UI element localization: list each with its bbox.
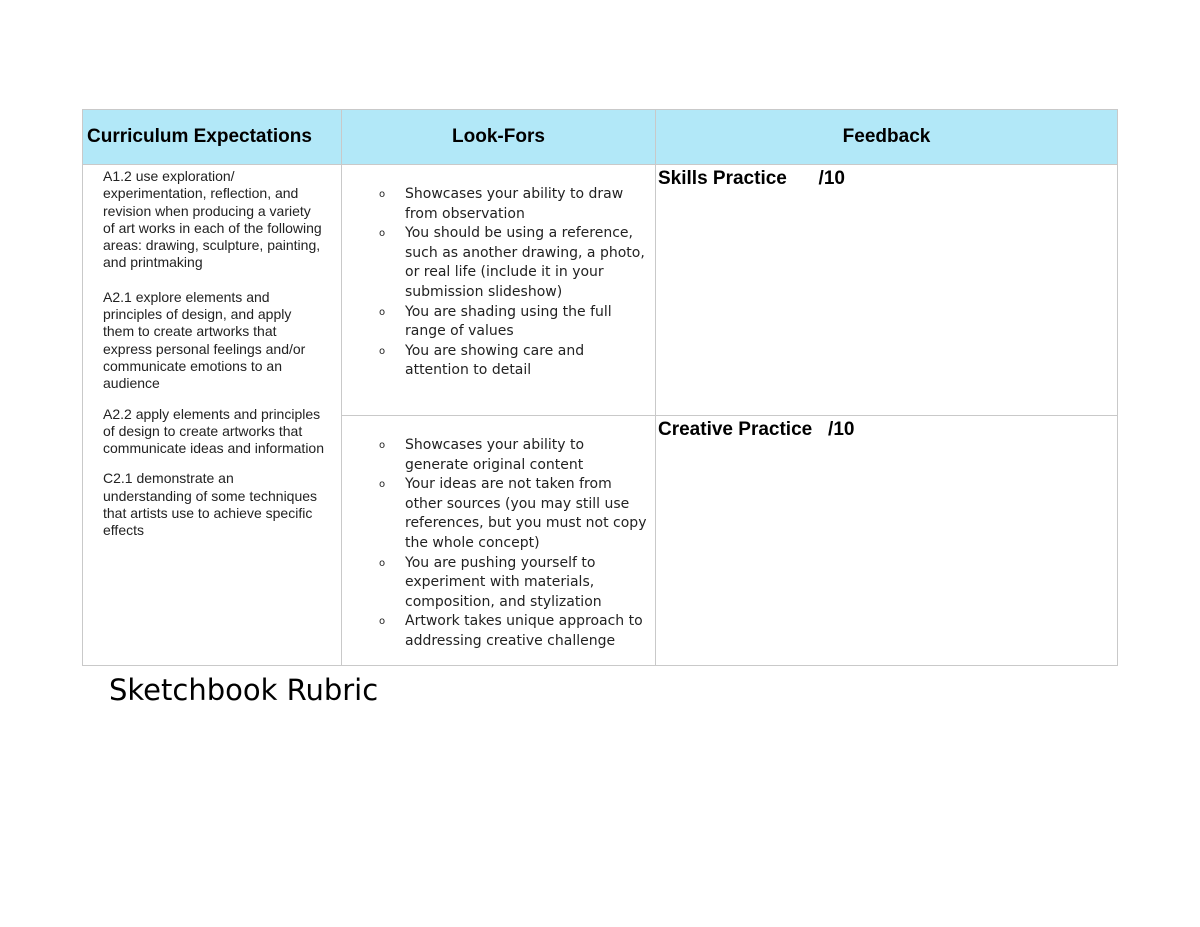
list-item: o You should be using a reference, such as another drawing, a photo, or real life (include it in your submission slideshow) <box>379 225 645 300</box>
document-title: Sketchbook Rubric <box>109 673 379 707</box>
header-feedback: Feedback <box>656 110 1117 164</box>
creative-practice-feedback: Creative Practice /10 <box>658 419 855 440</box>
curriculum-expectations-cell <box>103 168 325 557</box>
header-divider <box>83 164 1117 165</box>
skills-practice-feedback: Skills Practice /10 <box>658 168 845 189</box>
list-item: o Your ideas are not taken from other sources (you may still use references, but you must not copy the whole concept) <box>379 476 647 551</box>
skills-look-fors-list <box>371 185 651 381</box>
bullet-icon: o <box>379 345 386 357</box>
bullet-icon: o <box>379 189 386 200</box>
list-item: o You are showing care and attention to detail <box>379 342 585 379</box>
rubric-table <box>82 109 1118 666</box>
list-item: o You are pushing yourself to experiment with materials, composition, and stylization <box>379 554 602 610</box>
list-item: o Showcases your ability to draw from observation <box>379 186 624 222</box>
list-item: o Showcases your ability to generate original content <box>379 437 585 473</box>
bullet-icon: o <box>379 616 386 628</box>
row-divider <box>342 415 1117 416</box>
bullet-icon: o <box>379 306 386 318</box>
bullet-icon: o <box>379 228 386 240</box>
bullet-icon: o <box>379 557 386 569</box>
bullet-icon: o <box>379 479 386 491</box>
expectation-c2-1: C2.1 demonstrate an understanding of some techniques that artists use to achieve specific effects <box>103 470 318 539</box>
expectation-a2-1: A2.1 explore elements and principles of design, and apply them to create artworks that express personal feelings and/or communicate emotions to an audience <box>103 288 306 392</box>
creative-look-fors-list <box>371 436 651 652</box>
expectation-a2-2: A2.2 apply elements and principles of design to create artworks that communicate ideas and information <box>103 405 325 457</box>
bullet-icon: o <box>379 440 386 451</box>
header-look-fors: Look-Fors <box>342 110 656 164</box>
list-item: o Artwork takes unique approach to addressing creative challenge <box>379 613 643 649</box>
expectation-a1-2: A1.2 use exploration/ experimentation, reflection, and revision when producing a variety of art works in each of the following areas: drawing, sculpture, painting, and printmaking <box>103 168 322 271</box>
header-curriculum-expectations: Curriculum Expectations <box>83 110 342 164</box>
list-item: o You are shading using the full range of values <box>379 303 612 340</box>
